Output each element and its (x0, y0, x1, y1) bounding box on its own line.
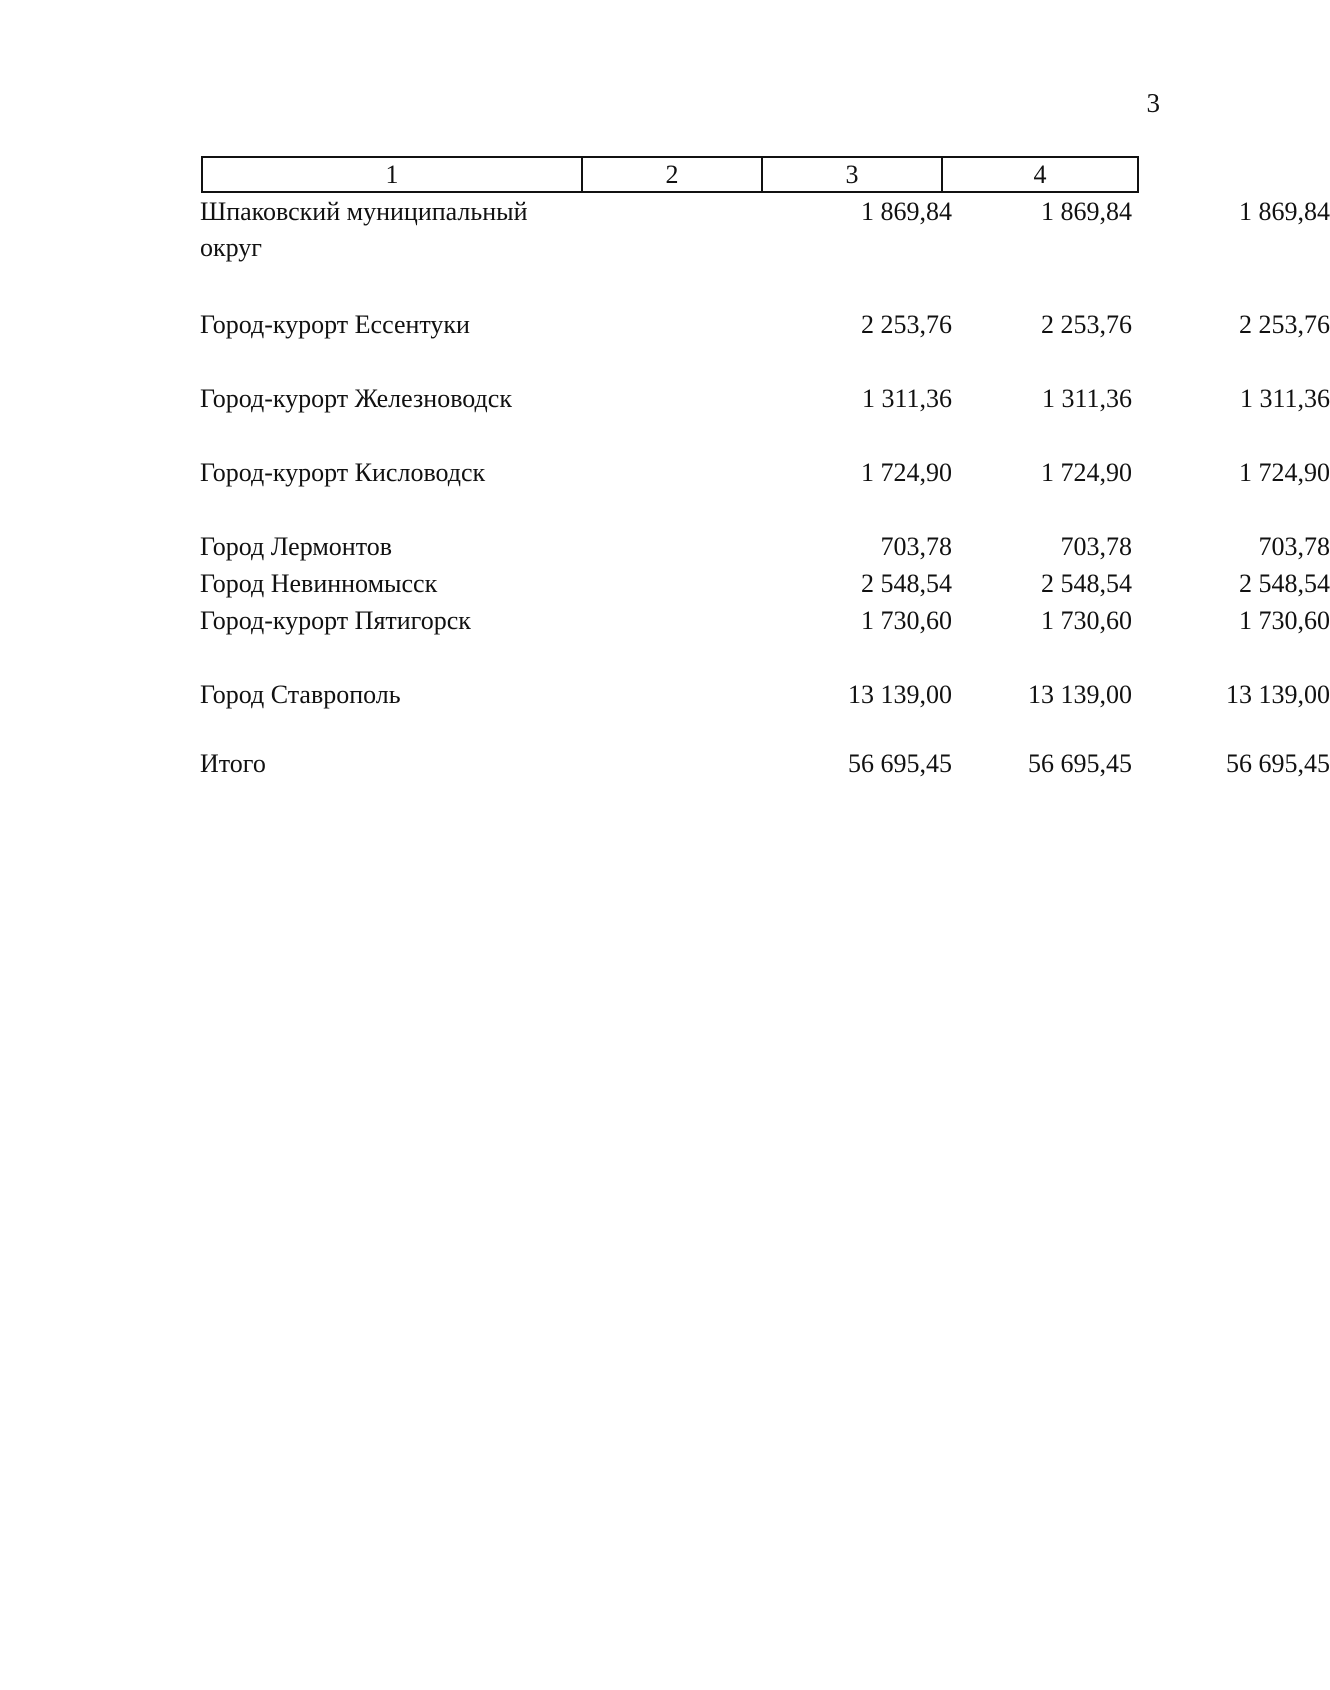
row-name: Город-курорт Железноводск (200, 384, 512, 413)
row-name: Город-курорт Кисловодск (200, 458, 486, 487)
row-value-col4: 1 311,36 (1239, 384, 1330, 413)
row-value-col4: 1 724,90 (1239, 458, 1330, 487)
table-row (200, 566, 1330, 602)
row-value-col2: 13 139,00 (848, 680, 952, 709)
row-value-col3: 1 724,90 (1041, 458, 1132, 487)
row-value-col4: 703,78 (1258, 532, 1330, 561)
table-row (200, 603, 1330, 683)
table-header-row (201, 156, 1139, 193)
row-value-col4: 1 730,60 (1239, 606, 1330, 635)
row-value-col4: 1 869,84 (1239, 197, 1330, 226)
table-row (200, 677, 1330, 713)
row-value-col4: 2 548,54 (1239, 569, 1330, 598)
row-name: Город Лермонтов (200, 532, 392, 561)
column-header-3: 3 (763, 158, 943, 191)
row-value-col3: 1 730,60 (1041, 606, 1132, 635)
table-row (200, 194, 1330, 274)
row-value-col4: 2 253,76 (1239, 310, 1330, 339)
column-header-1: 1 (203, 158, 583, 191)
row-value-col2: 703,78 (880, 532, 952, 561)
total-value-col4: 56 695,45 (1226, 749, 1330, 778)
table-row (200, 455, 1330, 535)
table-total-row (200, 746, 1330, 782)
column-header-4: 4 (1033, 160, 1047, 189)
row-value-col2: 1 730,60 (861, 606, 952, 635)
row-name: Город-курорт Ессентуки (200, 310, 470, 339)
row-value-col3: 1 869,84 (1041, 197, 1132, 226)
total-label: Итого (200, 749, 266, 778)
column-header-2: 2 (583, 158, 763, 191)
row-name: Город Невинномысск (200, 569, 438, 598)
row-value-col3: 13 139,00 (1028, 680, 1132, 709)
table-row (200, 529, 1330, 565)
total-value-col3: 56 695,45 (1028, 749, 1132, 778)
row-value-col2: 2 548,54 (861, 569, 952, 598)
row-name: Город Ставрополь (200, 680, 401, 709)
row-name: Город-курорт Пятигорск (200, 606, 471, 635)
row-value-col3: 2 548,54 (1041, 569, 1132, 598)
row-value-col2: 1 311,36 (861, 384, 952, 413)
row-value-col2: 1 724,90 (861, 458, 952, 487)
table-row (200, 307, 1330, 387)
total-value-col2: 56 695,45 (848, 749, 952, 778)
row-value-col3: 1 311,36 (1041, 384, 1132, 413)
row-value-col3: 2 253,76 (1041, 310, 1132, 339)
row-value-col2: 1 869,84 (861, 197, 952, 226)
page-number: 3 (1146, 88, 1160, 118)
table-row (200, 381, 1330, 461)
row-name: Шпаковский муниципальный округ (200, 197, 528, 262)
row-value-col4: 13 139,00 (1226, 680, 1330, 709)
row-value-col3: 703,78 (1060, 532, 1132, 561)
row-value-col2: 2 253,76 (861, 310, 952, 339)
